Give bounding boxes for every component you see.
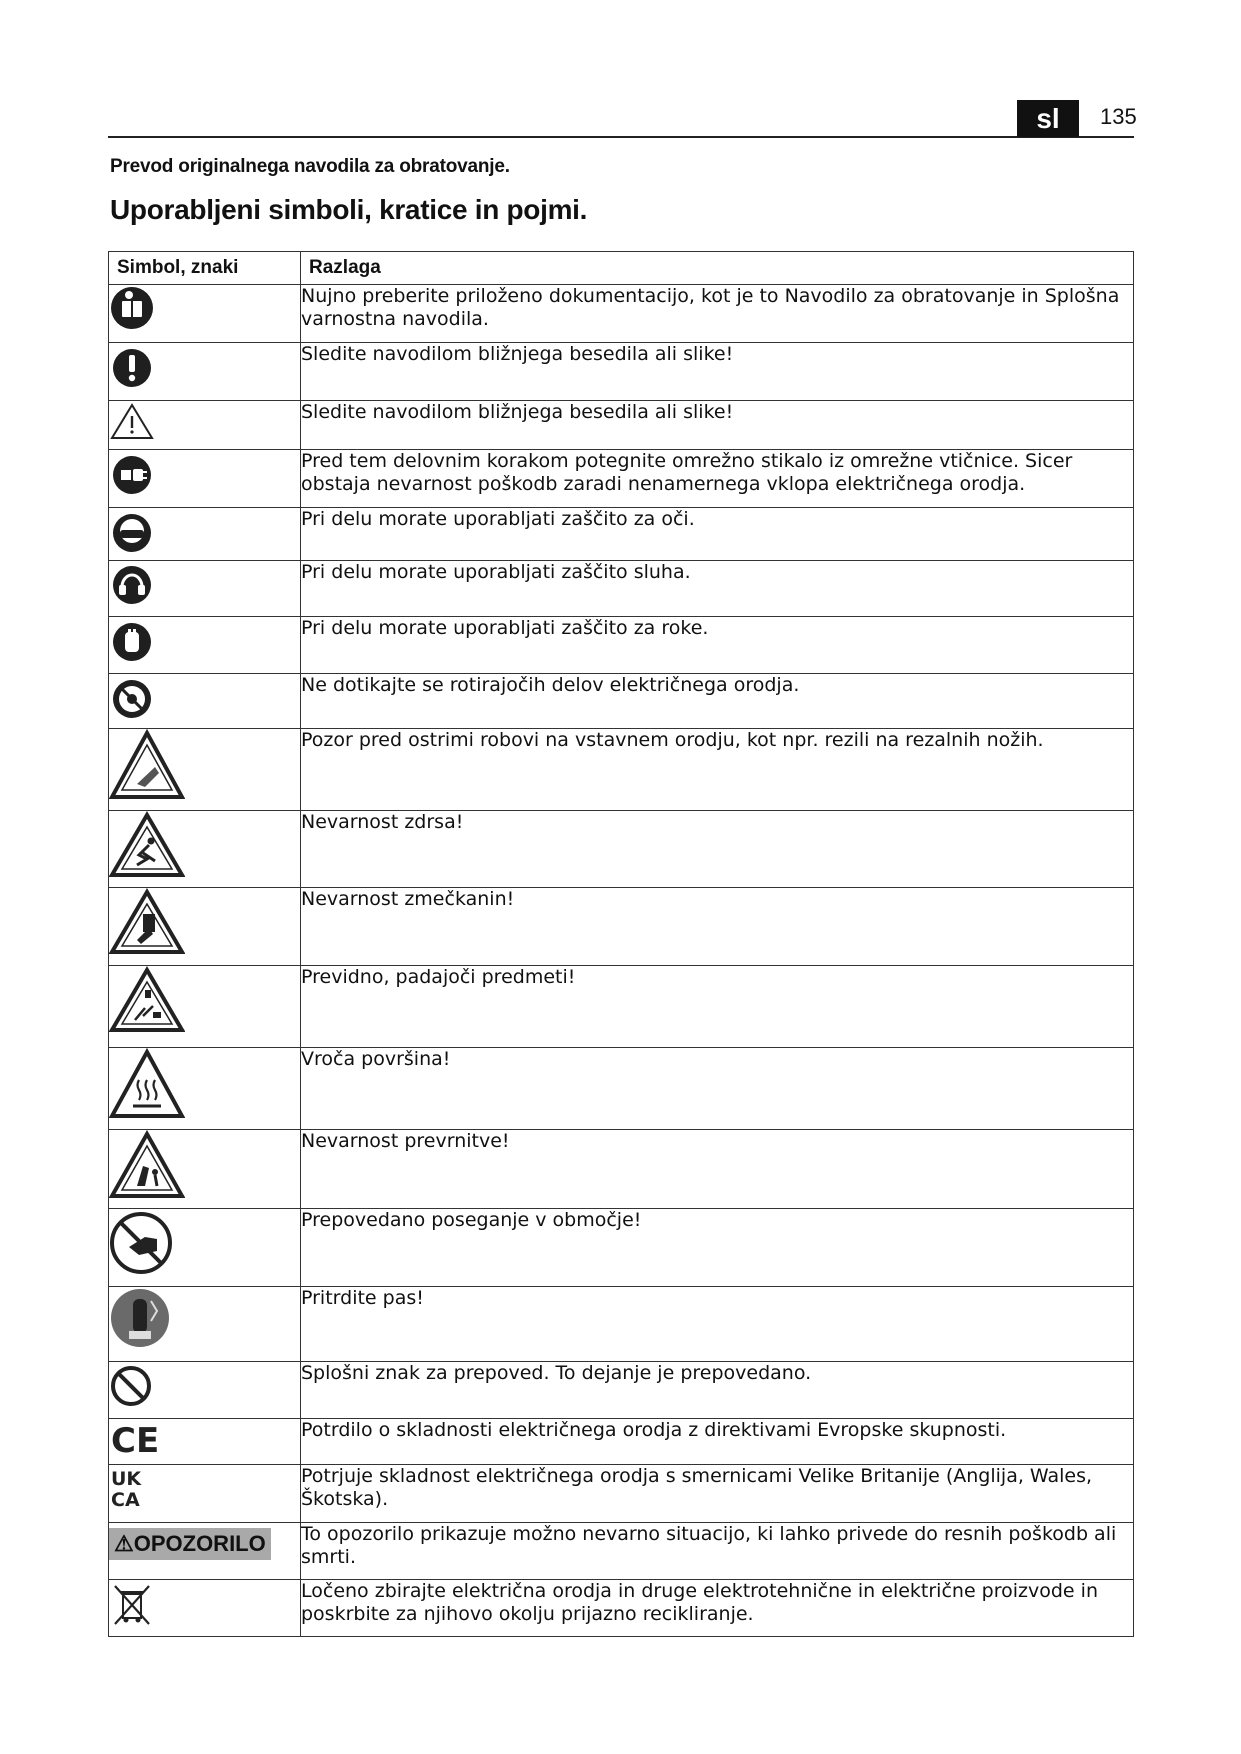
page-number: 135	[1100, 104, 1137, 129]
table-row	[109, 1362, 1134, 1419]
table-row	[109, 811, 1134, 888]
row-text: Vroča površina!	[301, 1048, 1134, 1130]
warning-triangle-icon	[109, 401, 155, 441]
mandatory-exclamation-icon	[109, 343, 155, 389]
table-row	[109, 1287, 1134, 1362]
ukca-mark-icon	[109, 1465, 149, 1511]
header-explanation: Razlaga	[301, 252, 1134, 285]
ce-mark-text: CE	[111, 1421, 159, 1457]
table-row	[109, 401, 1134, 450]
table-row	[109, 450, 1134, 508]
weee-bin-icon	[109, 1580, 155, 1626]
table-row	[109, 561, 1134, 617]
row-text: Potrjuje skladnost električnega orodja s smernicami Velike Britanije (Anglija, Wales, Škotska).	[301, 1465, 1134, 1523]
warning-label-icon: ⚠OPOZORILO	[109, 1528, 271, 1560]
table-row	[109, 285, 1134, 343]
eye-protection-icon	[109, 508, 155, 554]
row-text: Nujno preberite priloženo dokumentacijo, kot je to Navodilo za obratovanje in Splošna varnostna navodila.	[301, 285, 1134, 343]
row-text: Pri delu morate uporabljati zaščito za roke.	[301, 617, 1134, 674]
ce-mark-icon	[109, 1419, 159, 1457]
table-row	[109, 1209, 1134, 1287]
row-text: Previdno, padajoči predmeti!	[301, 966, 1134, 1048]
read-manual-icon	[109, 285, 155, 331]
row-text: Nevarnost zmečkanin!	[301, 888, 1134, 966]
table-row	[109, 343, 1134, 401]
ear-protection-icon	[109, 561, 155, 607]
row-text: Pri delu morate uporabljati zaščito sluha.	[301, 561, 1134, 617]
tipping-hazard-icon	[109, 1130, 185, 1200]
section-title: Uporabljeni simboli, kratice in pojmi.	[110, 194, 588, 225]
document-subtitle: Prevod originalnega navodila za obratovanje.	[110, 156, 510, 177]
hand-protection-icon	[109, 617, 155, 663]
row-text: Pritrdite pas!	[301, 1287, 1134, 1362]
unplug-icon	[109, 450, 155, 496]
row-text: Prepovedano poseganje v območje!	[301, 1209, 1134, 1287]
prohibition-icon	[109, 1362, 155, 1408]
uk-mark-text: UK	[111, 1468, 142, 1490]
ca-mark-text: CA	[111, 1489, 140, 1511]
row-text: Pozor pred ostrimi robovi na vstavnem orodju, kot npr. rezili na rezalnih nožih.	[301, 729, 1134, 811]
table-row	[109, 888, 1134, 966]
row-text: Sledite navodilom bližnjega besedila ali slike!	[301, 401, 1134, 450]
table-row	[109, 1465, 1134, 1523]
row-text: Potrdilo o skladnosti električnega orodja z direktivami Evropske skupnosti.	[301, 1419, 1134, 1465]
no-reach-icon	[109, 1209, 177, 1277]
header-symbol: Simbol, znaki	[109, 252, 301, 285]
row-text: Nevarnost zdrsa!	[301, 811, 1134, 888]
table-row	[109, 1130, 1134, 1209]
row-text: Ločeno zbirajte električna orodja in druge elektrotehnične in električne proizvode in poskrbite za njihovo okolju prijazno recikliranje.	[301, 1580, 1134, 1637]
table-header-row	[109, 252, 1134, 285]
table-row	[109, 674, 1134, 729]
slip-hazard-icon	[109, 811, 185, 879]
hot-surface-icon	[109, 1048, 185, 1120]
row-text: Sledite navodilom bližnjega besedila ali slike!	[301, 343, 1134, 401]
table-row	[109, 1580, 1134, 1637]
row-text: Ne dotikajte se rotirajočih delov električnega orodja.	[301, 674, 1134, 729]
table-row	[109, 508, 1134, 561]
row-text: To opozorilo prikazuje možno nevarno situacijo, ki lahko privede do resnih poškodb ali smrti.	[301, 1523, 1134, 1580]
warning-label-text: OPOZORILO	[133, 1531, 266, 1556]
header-rule	[108, 136, 1134, 138]
table-row	[109, 966, 1134, 1048]
no-touch-rotating-icon	[109, 674, 155, 720]
table-row	[109, 1523, 1134, 1580]
table-row	[109, 729, 1134, 811]
row-text: Pri delu morate uporabljati zaščito za oči.	[301, 508, 1134, 561]
falling-objects-icon	[109, 966, 185, 1034]
sharp-edges-warning-icon	[109, 729, 185, 801]
row-text: Nevarnost prevrnitve!	[301, 1130, 1134, 1209]
row-text: Pred tem delovnim korakom potegnite omrežno stikalo iz omrežne vtičnice. Sicer obstaja nevarnost poškodb zaradi nenamernega vklopa električnega orodja.	[301, 450, 1134, 508]
table-row	[109, 1419, 1134, 1465]
table-row	[109, 1048, 1134, 1130]
crush-hazard-icon	[109, 888, 185, 956]
attach-strap-icon	[109, 1287, 171, 1349]
row-text: Splošni znak za prepoved. To dejanje je prepovedano.	[301, 1362, 1134, 1419]
symbols-table	[108, 251, 1134, 1637]
table-row	[109, 617, 1134, 674]
language-badge: sl	[1017, 100, 1079, 137]
